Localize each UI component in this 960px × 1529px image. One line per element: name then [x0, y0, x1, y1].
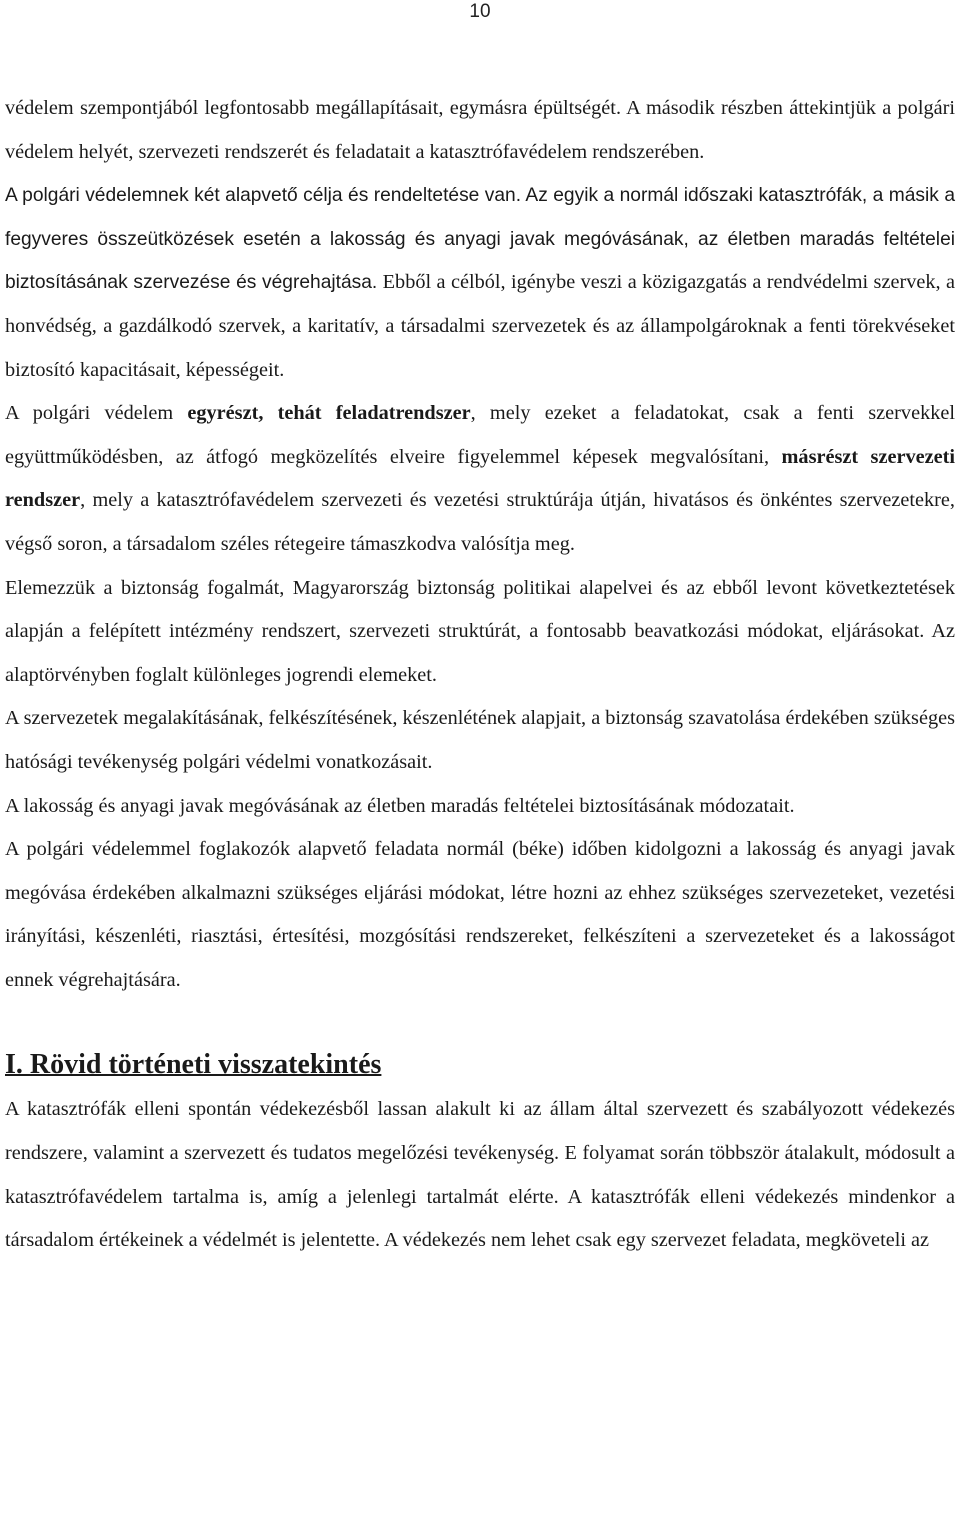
paragraph-system-part-a: A polgári védelem — [5, 402, 188, 425]
paragraph-goals — [5, 174, 955, 392]
paragraph-tasks: A polgári védelemmel foglakozók alapvető feladata normál (béke) időben kidolgozni a lakosság és anyagi javak megóvása érdekében alkalmazni szükséges eljárási módokat, létre hozni az ehhez szükséges szervezeteket, vezetési irányítási, készenléti, riasztási, értesítési, mozgósítási rendszereket, felkészíteni a szervezeteket és a lakosságot ennek végrehajtására. — [5, 838, 955, 991]
bold-task-system: egyrészt, tehát feladatrendszer — [187, 402, 471, 425]
paragraph-history: A katasztrófák elleni spontán védekezésből lassan alakult ki az állam által szervezett és szabályozott védekezés rendszere, valamint a szervezett és tudatos megelőzési tevékenység. E folyamat során többször átalakult, módosult a katasztrófavédelem tartalma is, amíg a jelenlegi tartalmát elérte. A katasztrófák elleni védekezés mindenkor a társadalom értékeinek a védelmét is jelentette. A védekezés nem lehet csak egy szervezet feladata, megköveteli az — [5, 1098, 955, 1252]
paragraph-organizations: A szervezetek megalakításának, felkészítésének, készenlétének alapjait, a biztonság szavatolása érdekében szükséges hatósági tevékenység polgári védelmi vonatkozásait. — [5, 707, 955, 773]
paragraph-analysis: Elemezzük a biztonság fogalmát, Magyarország biztonság politikai alapelvei és az ebből levont következtetések alapján a felépített intézmény rendszert, szervezeti struktúrát, a fontosabb beavatkozási módokat, eljárásokat. Az alaptörvényben foglalt különleges jogrendi elemeket. — [5, 576, 955, 686]
paragraph-protection: A lakosság és anyagi javak megóvásának az életben maradás feltételei biztosításának módozatait. — [5, 794, 795, 817]
section-heading: I. Rövid történeti visszatekintés — [5, 1049, 382, 1081]
document-body — [5, 87, 955, 1263]
paragraph-system-part-c: , mely ezeket a feladatokat, csak a fenti szervekkel együttműködésben, az átfogó megközelítés elveire figyelemmel képesek megvalósítani, — [5, 402, 955, 468]
paragraph-intro: védelem szempontjából legfontosabb megállapításait, egymásra épültségét. A második részben áttekintjük a polgári védelem helyét, szervezeti rendszerét és feladatait a katasztrófavédelem rendszerében. — [5, 97, 955, 163]
paragraph-system-part-d: , mely a katasztrófavédelem szervezeti és vezetési struktúrája útján, hivatásos és önkéntes szervezetekre, végső soron, a társadalom széles rétegeire támaszkodva valósítja meg. — [5, 489, 955, 555]
paragraph-system — [5, 392, 955, 566]
page-number: 10 — [469, 1, 491, 22]
bold-org-system: másrészt szervezeti rendszer — [5, 445, 955, 512]
paragraph-goals-sans-part: A polgári védelemnek két alapvető célja és rendeltetése van. Az egyik a normál időszaki katasztrófák, a másik a fegyveres összeütközések esetén a lakosság és anyagi javak megóvásának, az életben maradás feltételei biztosításának szervezése és végrehajtása. — [5, 185, 955, 294]
paragraph-goals-serif-part: Ebből a célból, igénybe veszi a közigazgatás a rendvédelmi szervek, a honvédség, a gazdálkodó szervek, a karitatív, a társadalmi szervezetek és az állampolgároknak a fenti törekvéseket biztosító kapacitásait, képességeit. — [5, 271, 955, 381]
